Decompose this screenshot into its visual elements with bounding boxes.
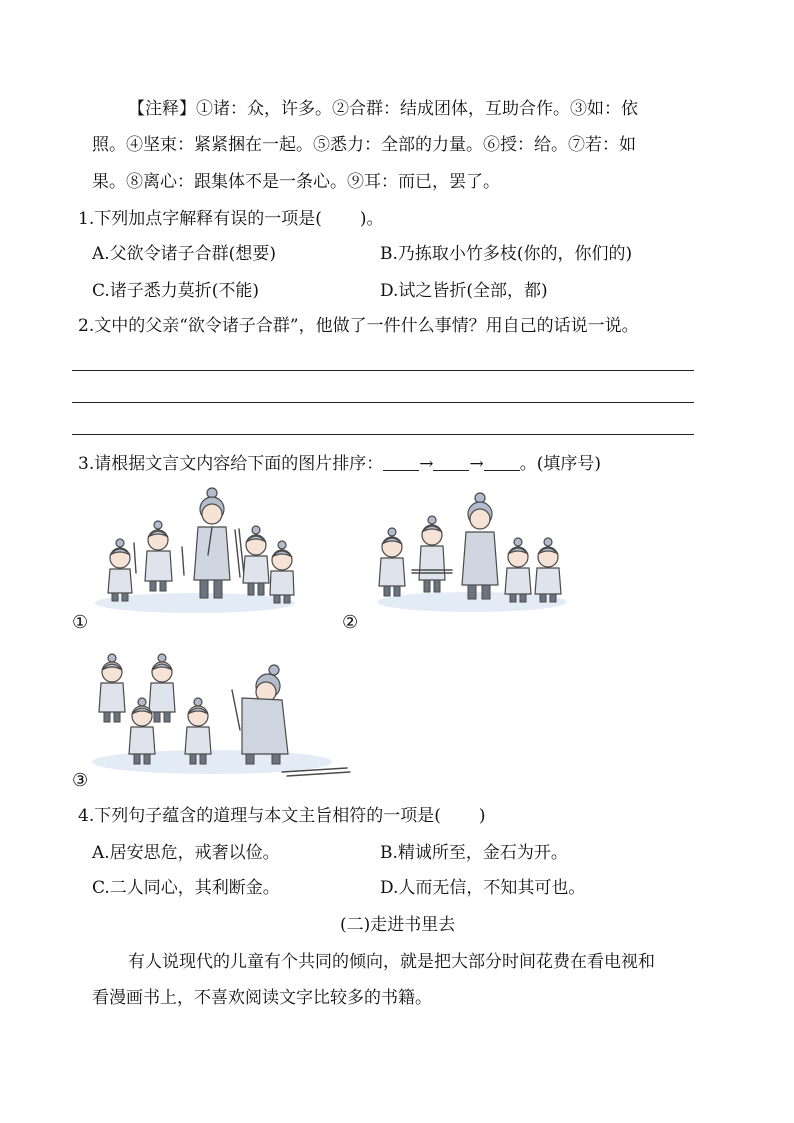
child-figure bbox=[270, 541, 294, 603]
order-blank-1[interactable] bbox=[383, 456, 419, 471]
question-1-option-a: A.父欲令诸子合群(想要) bbox=[92, 244, 276, 264]
question-1-stem-text: 1.下列加点字解释有误的一项是( bbox=[78, 209, 322, 229]
answer-line-3[interactable] bbox=[72, 434, 694, 435]
arrow-2: → bbox=[469, 454, 484, 474]
question-4-stem-text: 4.下列句子蕴含的道理与本文主旨相符的一项是( bbox=[78, 806, 441, 826]
child-figure bbox=[149, 654, 175, 722]
picture-3-illustration bbox=[92, 650, 352, 780]
question-3-stem-end: 。(填序号) bbox=[519, 454, 601, 474]
question-4-stem-end: ) bbox=[478, 806, 486, 826]
child-figure bbox=[243, 526, 269, 595]
child-figure bbox=[505, 538, 531, 602]
question-1-option-c: C.诸子悉力莫折(不能) bbox=[92, 281, 260, 301]
note-line-3: 果。⑧离心：跟集体不是一条心。⑨耳：而已，罢了。 bbox=[92, 172, 500, 192]
section-2-title: (二)走进书里去 bbox=[340, 915, 456, 935]
picture-1 bbox=[90, 485, 300, 615]
section-2-paragraph-line-2: 看漫画书上，不喜欢阅读文字比较多的书籍。 bbox=[92, 988, 432, 1008]
child-figure bbox=[379, 528, 405, 596]
father-figure bbox=[194, 488, 244, 598]
arrow-1: → bbox=[419, 454, 434, 474]
note-line-1: 【注释】①诸：众，许多。②合群：结成团体，互助合作。③如：依 bbox=[128, 99, 638, 119]
section-2-paragraph-line-1: 有人说现代的儿童有个共同的倾向，就是把大部分时间花费在看电视和 bbox=[128, 952, 655, 972]
question-1-option-d: D.试之皆折(全部，都) bbox=[380, 281, 548, 301]
note-line-2: 照。④坚束：紧紧捆在一起。⑤悉力：全部的力量。⑥授：给。⑦若：如 bbox=[92, 135, 636, 155]
question-4-stem bbox=[78, 808, 486, 825]
child-figure bbox=[99, 654, 125, 722]
question-3-stem bbox=[78, 456, 601, 473]
father-figure bbox=[232, 665, 288, 764]
question-4-option-c: C.二人同心，其利断金。 bbox=[92, 878, 280, 898]
picture-3-number: ③ bbox=[72, 770, 89, 791]
picture-2-illustration bbox=[372, 490, 572, 615]
question-3-stem-text: 3.请根据文言文内容给下面的图片排序： bbox=[78, 454, 384, 474]
father-figure bbox=[462, 493, 498, 599]
picture-1-illustration bbox=[90, 485, 300, 615]
child-figure bbox=[108, 539, 136, 601]
child-figure bbox=[185, 698, 211, 764]
question-1-option-b: B.乃拣取小竹多枝(你的，你们的) bbox=[380, 244, 633, 264]
child-figure bbox=[535, 538, 561, 602]
question-4-option-d: D.人而无信，不知其可也。 bbox=[380, 878, 586, 898]
order-blank-2[interactable] bbox=[433, 456, 469, 471]
child-figure bbox=[412, 516, 452, 592]
question-4-option-b: B.精诚所至，金石为开。 bbox=[380, 843, 568, 863]
child-figure bbox=[145, 521, 184, 591]
answer-line-2[interactable] bbox=[72, 402, 694, 403]
question-4-option-a: A.居安思危，戒奢以俭。 bbox=[92, 843, 280, 863]
question-1-stem bbox=[78, 211, 384, 228]
picture-3 bbox=[92, 650, 352, 780]
question-2-stem: 2.文中的父亲“欲令诸子合群”，他做了一件什么事情？用自己的话说一说。 bbox=[78, 316, 639, 336]
answer-line-1[interactable] bbox=[72, 370, 694, 371]
question-1-stem-end: )。 bbox=[359, 209, 384, 229]
picture-2 bbox=[372, 490, 572, 615]
picture-2-number: ② bbox=[342, 612, 359, 633]
order-blank-3[interactable] bbox=[484, 456, 520, 471]
picture-1-number: ① bbox=[72, 612, 89, 633]
